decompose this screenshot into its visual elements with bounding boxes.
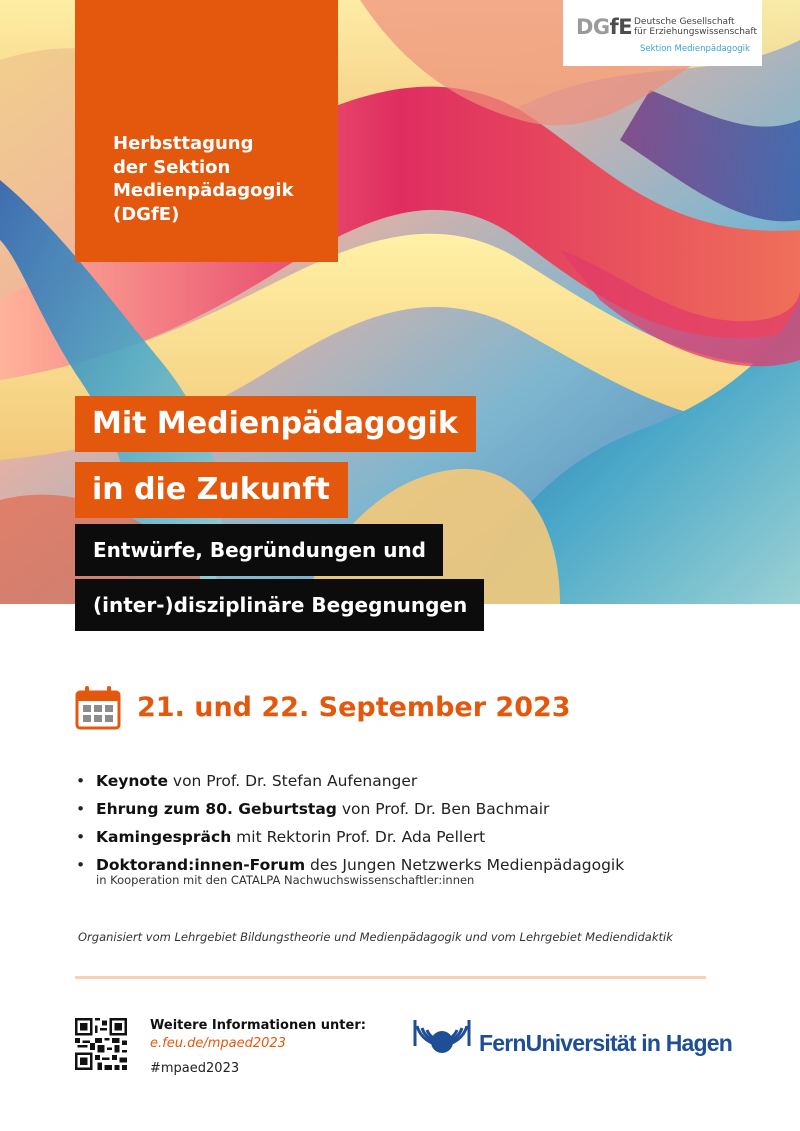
program-item-title: Keynote [96, 772, 168, 790]
dgfe-org-name-line: Deutsche Gesellschaft [634, 17, 735, 27]
bullet-icon: • [76, 856, 86, 874]
list-item [76, 826, 736, 854]
fernuni-logo [412, 1016, 733, 1074]
list-item [76, 854, 736, 882]
info-link[interactable]: e.feu.de/mpaed2023 [150, 1036, 286, 1051]
bullet-icon: • [76, 800, 86, 818]
program-item-title: Doktorand:innen-Forum [96, 856, 306, 874]
event-type-line: (DGfE) [113, 203, 180, 225]
qr-code-icon[interactable] [75, 1018, 127, 1070]
subtitle-line-2: (inter-)disziplinäre Begegnungen [75, 579, 484, 631]
info-label: Weitere Informationen unter: [150, 1018, 366, 1033]
list-item [76, 798, 736, 826]
bullet-icon: • [76, 772, 86, 790]
calendar-icon [75, 686, 121, 730]
event-type-line: der Sektion [113, 156, 231, 178]
program-item-title: Ehrung zum 80. Geburtstag [96, 800, 337, 818]
program-item-note: in Kooperation mit den CATALPA Nachwuchswissenschaftler:innen [96, 873, 475, 887]
event-type-line: Medienpädagogik [113, 180, 294, 201]
program-item-title: Kamingespräch [96, 828, 232, 846]
subtitle-line-1: Entwürfe, Begründungen und [75, 524, 443, 576]
program-item-detail: mit Rektorin Prof. Dr. Ada Pellert [231, 828, 486, 846]
program-item-detail: von Prof. Dr. Stefan Aufenanger [167, 772, 418, 790]
dgfe-org-name-line: für Erziehungswissenschaft [634, 27, 757, 37]
event-type-line: Herbsttagung [113, 133, 254, 154]
hashtag: #mpaed2023 [150, 1061, 240, 1076]
dgfe-section: Sektion Medienpädagogik [640, 44, 750, 54]
bullet-icon: • [76, 828, 86, 846]
list-item [76, 770, 736, 798]
fernuni-logo-icon [412, 1016, 472, 1074]
divider [75, 976, 706, 979]
university-name: FernUniversität in Hagen [479, 1030, 733, 1056]
organizer-note: Organisiert vom Lehrgebiet Bildungstheorie und Medienpädagogik und vom Lehrgebiet Mediendidaktik [78, 930, 673, 944]
title-line-1: Mit Medienpädagogik [75, 396, 476, 452]
date-text: 21. und 22. September 2023 [137, 692, 571, 723]
program-item-detail: des Jungen Netzwerks Medienpädagogik [305, 856, 625, 874]
dgfe-logo [563, 0, 762, 66]
program-list [76, 770, 736, 887]
dgfe-org-name [634, 17, 757, 37]
event-type-text [113, 132, 333, 226]
title-line-2: in die Zukunft [75, 462, 348, 518]
dgfe-logo-mark: DGfE [576, 15, 633, 39]
program-item-detail: von Prof. Dr. Ben Bachmair [336, 800, 550, 818]
